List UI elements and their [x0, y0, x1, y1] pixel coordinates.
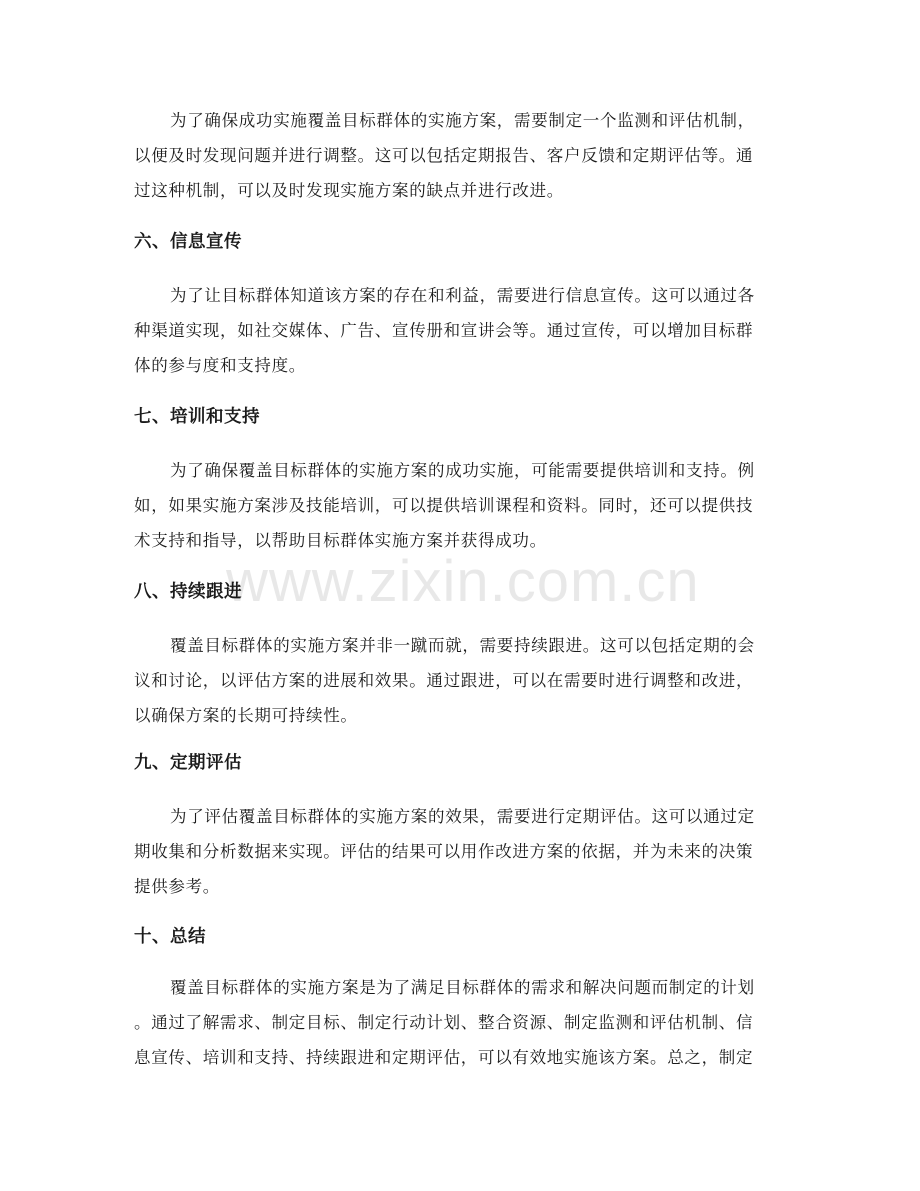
watermark: www.zixin.com.cn: [226, 549, 700, 614]
paragraph-summary: [134, 970, 786, 1075]
paragraph-publicity: [134, 278, 786, 383]
paragraph-line: 议和讨论，以评估方案的进展和效果。通过跟进，可以在需要时进行调整和改进，: [134, 671, 754, 690]
paragraph-line: 为了让目标群体知道该方案的存在和利益，需要进行信息宣传。这可以通过各: [170, 286, 755, 305]
section-heading-8: 八、持续跟进: [134, 582, 242, 602]
paragraph-line: 如，如果实施方案涉及技能培训，可以提供培训课程和资料。同时，还可以提供技: [134, 496, 754, 515]
paragraph-line: 过这种机制，可以及时发现实施方案的缺点并进行改进。: [134, 181, 564, 200]
paragraph-line: 以确保方案的长期可持续性。: [134, 706, 358, 725]
paragraph-line: 息宣传、培训和支持、持续跟进和定期评估，可以有效地实施该方案。总之，制定: [134, 1048, 754, 1067]
paragraph-evaluation: [134, 799, 786, 904]
paragraph-line: 覆盖目标群体的实施方案是为了满足目标群体的需求和解决问题而制定的计划: [170, 978, 755, 997]
paragraph-line: 为了确保覆盖目标群体的实施方案的成功实施，可能需要提供培训和支持。例: [170, 461, 755, 480]
paragraph-line: 为了评估覆盖目标群体的实施方案的效果，需要进行定期评估。这可以通过定: [170, 807, 755, 826]
paragraph-line: 体的参与度和支持度。: [134, 356, 306, 375]
paragraph-monitoring: [134, 103, 786, 208]
section-heading-10: 十、总结: [134, 927, 206, 947]
paragraph-training: [134, 453, 786, 558]
paragraph-follow-up: [134, 628, 786, 733]
section-heading-9: 九、定期评估: [134, 753, 242, 773]
paragraph-line: 覆盖目标群体的实施方案并非一蹴而就，需要持续跟进。这可以包括定期的会: [170, 636, 755, 655]
paragraph-line: 种渠道实现，如社交媒体、广告、宣传册和宣讲会等。通过宣传，可以增加目标群: [134, 321, 754, 340]
paragraph-line: 为了确保成功实施覆盖目标群体的实施方案，需要制定一个监测和评估机制，: [170, 111, 755, 130]
paragraph-line: 术支持和指导，以帮助目标群体实施方案并获得成功。: [134, 531, 547, 550]
paragraph-line: 以便及时发现问题并进行调整。这可以包括定期报告、客户反馈和定期评估等。通: [134, 146, 754, 165]
paragraph-line: 期收集和分析数据来实现。评估的结果可以用作改进方案的依据，并为未来的决策: [134, 842, 754, 861]
section-heading-6: 六、信息宣传: [134, 232, 242, 252]
section-heading-7: 七、培训和支持: [134, 407, 260, 427]
paragraph-line: 。通过了解需求、制定目标、制定行动计划、整合资源、制定监测和评估机制、信: [134, 1013, 754, 1032]
paragraph-line: 提供参考。: [134, 877, 220, 896]
